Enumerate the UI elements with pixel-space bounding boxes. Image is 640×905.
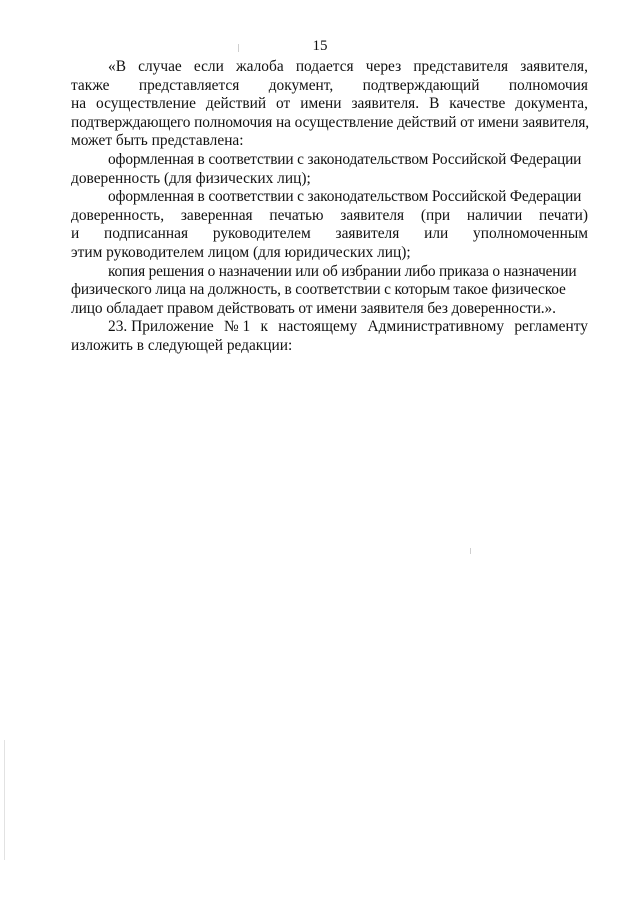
- word: осуществление: [96, 95, 196, 113]
- word: качестве: [449, 95, 506, 113]
- word: если: [193, 58, 224, 75]
- paragraph-appointment-decision: [71, 263, 588, 319]
- word: подписанная: [104, 225, 189, 243]
- text-line: оформленная в соответствии с законодательством Российской Федерации: [108, 188, 582, 206]
- word: действий: [205, 95, 267, 113]
- text-line: физического лица на должность, в соответствии с которым такое физическое: [71, 281, 566, 299]
- word: В: [429, 95, 440, 113]
- word: настоящему: [278, 318, 358, 336]
- word: через: [365, 58, 402, 75]
- word: (при: [420, 206, 451, 224]
- word: регламенту: [514, 318, 588, 336]
- text-line: [71, 225, 588, 244]
- word: заявителя.: [351, 95, 420, 113]
- page-number: 15: [312, 38, 328, 54]
- word: печати): [539, 206, 588, 224]
- document-body: [71, 58, 588, 356]
- text-line: подтверждающего полномочия на осуществление действий от имени заявителя,: [71, 113, 590, 131]
- text-line: оформленная в соответствии с законодательством Российской Федерации: [108, 150, 582, 168]
- paragraph-complaint-representative: [71, 58, 588, 151]
- text-line: копия решения о назначении или об избрании либо приказа о назначении: [108, 262, 577, 280]
- word: также: [71, 76, 110, 94]
- word: печатью: [269, 206, 324, 224]
- word: 23. Приложение: [108, 318, 214, 336]
- word: № 1: [223, 318, 251, 336]
- word: заявителя: [340, 206, 405, 224]
- word: полномочия: [508, 76, 588, 94]
- text-line: [71, 77, 588, 96]
- word: заверенная: [180, 206, 253, 224]
- text-line: [71, 318, 588, 337]
- word: на: [71, 95, 87, 113]
- text-line: этим руководителем лицом (для юридических лиц);: [71, 243, 411, 261]
- text-line: изложить в следующей редакции:: [71, 336, 293, 354]
- word: случае: [138, 58, 182, 75]
- text-line: доверенность (для физических лиц);: [71, 169, 311, 187]
- word: руководителем: [212, 225, 311, 243]
- word: к: [260, 318, 268, 336]
- scan-artifact: [4, 740, 5, 860]
- word: и: [71, 225, 80, 243]
- word: от: [276, 95, 291, 113]
- paragraph-legal-entity-power-of-attorney: [71, 188, 588, 262]
- word: подается: [295, 58, 354, 75]
- text-line: [71, 58, 588, 77]
- word: «В: [108, 58, 126, 75]
- word: или: [424, 225, 449, 243]
- word: заявителя: [335, 225, 400, 243]
- text-line: лицо обладает правом действовать от имени заявителя без доверенности.».: [71, 299, 556, 317]
- paragraph-item-23: [71, 318, 588, 355]
- text-line: [71, 95, 588, 114]
- scan-artifact: [238, 44, 239, 52]
- word: наличии: [466, 206, 523, 224]
- paragraph-individual-power-of-attorney: [71, 151, 588, 188]
- word: доверенность,: [71, 206, 165, 224]
- scan-artifact: [470, 548, 471, 554]
- word: Административному: [367, 318, 505, 336]
- word: документ,: [268, 76, 334, 94]
- word: представляется: [138, 76, 240, 94]
- text-line: [71, 207, 588, 226]
- word: документа,: [515, 95, 588, 113]
- word: заявителя,: [520, 58, 588, 75]
- word: представителя: [413, 58, 509, 75]
- word: имени: [300, 95, 342, 113]
- word: жалоба: [236, 58, 284, 75]
- text-line: может быть представлена:: [71, 132, 244, 150]
- word: уполномоченным: [473, 225, 588, 243]
- word: подтверждающий: [362, 76, 480, 94]
